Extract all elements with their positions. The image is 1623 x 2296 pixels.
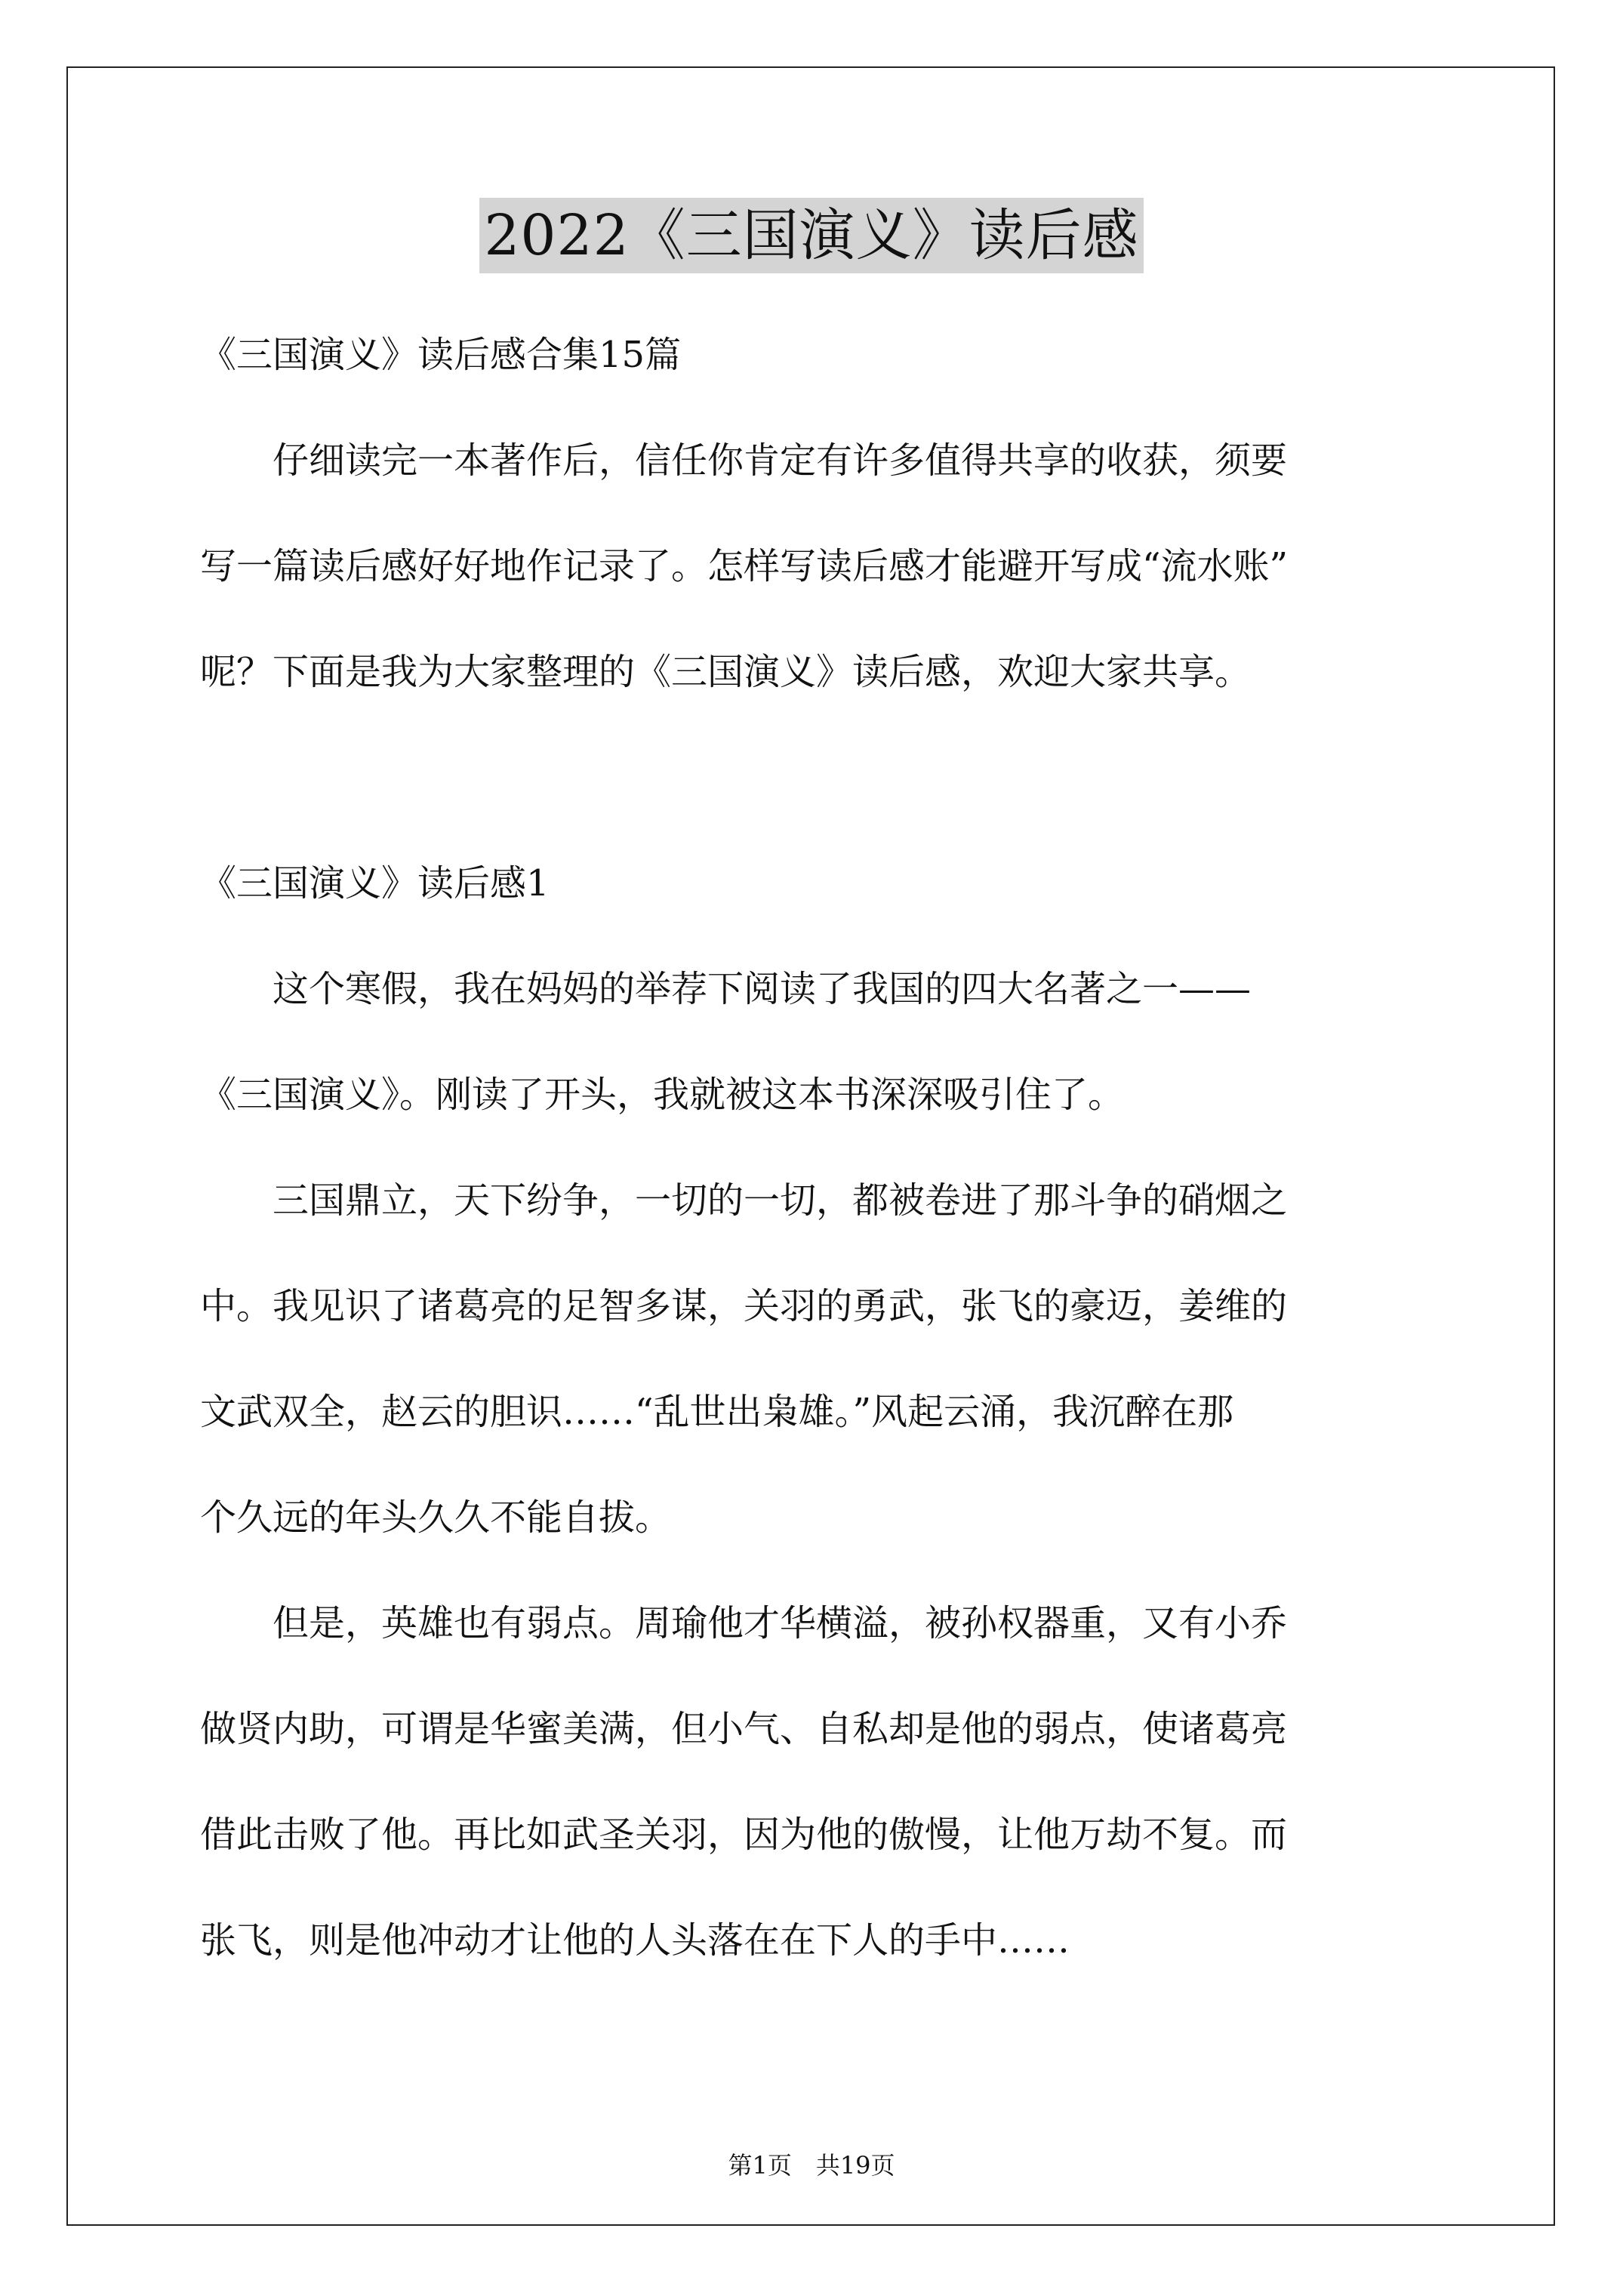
section-spacer bbox=[200, 725, 1427, 831]
section-line: 三国鼎立，天下纷争，一切的一切，都被卷进了那斗争的硝烟之 bbox=[200, 1179, 1288, 1222]
intro-line: 呢？下面是我为大家整理的《三国演义》读后感，欢迎大家共享。 bbox=[200, 651, 1252, 693]
section-line: 但是，英雄也有弱点。周瑜他才华横溢，被孙权器重，又有小乔 bbox=[200, 1602, 1288, 1644]
section-line: 个久远的年头久久不能自拔。 bbox=[200, 1496, 672, 1539]
collection-subtitle: 《三国演义》读后感合集15篇 bbox=[200, 334, 682, 376]
section-line: 借此击败了他。再比如武圣关羽，因为他的傲慢，让他万劫不复。而 bbox=[200, 1814, 1288, 1856]
section-line: 这个寒假，我在妈妈的举荐下阅读了我国的四大名著之一—— bbox=[200, 968, 1252, 1010]
intro-line: 仔细读完一本著作后，信任你肯定有许多值得共享的收获，须要 bbox=[200, 439, 1288, 482]
section-line: 《三国演义》。刚读了开头，我就被这本书深深吸引住了。 bbox=[200, 1074, 1125, 1116]
title-container bbox=[0, 198, 1623, 273]
section-line: 做贤内助，可谓是华蜜美满，但小气、自私却是他的弱点，使诸葛亮 bbox=[200, 1708, 1288, 1750]
page-number-footer: 第1页 共19页 bbox=[728, 2151, 895, 2180]
document-title: 2022《三国演义》读后感 bbox=[479, 198, 1143, 273]
section-line: 中。我见识了诸葛亮的足智多谋，关羽的勇武，张飞的豪迈，姜维的 bbox=[200, 1285, 1288, 1327]
section-line: 张飞，则是他冲动才让他的人头落在在下人的手中…… bbox=[200, 1919, 1070, 1962]
document-body bbox=[200, 302, 1427, 1993]
section-line: 文武双全，赵云的胆识……“乱世出枭雄。”风起云涌，我沉醉在那 bbox=[200, 1391, 1234, 1433]
intro-line: 写一篇读后感好好地作记录了。怎样写读后感才能避开写成“流水账” bbox=[200, 545, 1289, 587]
section-heading: 《三国演义》读后感1 bbox=[200, 862, 550, 905]
